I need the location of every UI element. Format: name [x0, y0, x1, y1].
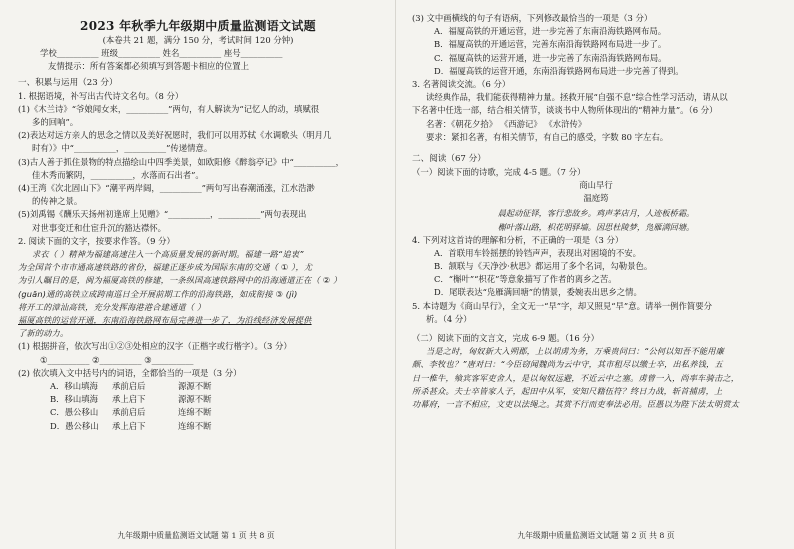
prose-intro: （二）阅读下面的文言文，完成 6-9 题。（16 分）: [412, 333, 600, 344]
prose-line: 当是之时，匈奴新大入朔郡，上以胡虏为务，万乘贵问曰：“公何以知吾不能用廉: [426, 346, 725, 357]
q2-2: (2) 依次填入文中括号内的词语，全都恰当的一项是（3 分）: [18, 367, 242, 378]
option-row: [18, 406, 378, 419]
q4-option-b: B．颔联与《天净沙·秋思》都运用了多个名词，勾勒景色。: [434, 261, 653, 272]
student-info-fields: 学校__________ 班级__________ 姓名__________ 座号__________: [40, 48, 283, 59]
q3-text-cont: 下名著中任选一部，结合相关情节，谈谈书中人物所体现出的“精神力量”。（6 分）: [412, 105, 718, 116]
q2-1: (1) 根据拼音，依次写出①②③处相应的汉字（正楷字或行楷字）。（3 分）: [18, 341, 292, 352]
q4-option-a: A．首联用车铃摇摆的铃铛声声，表现出对困境的不安。: [434, 247, 642, 258]
prose-line: 日一椎牛，飨宾客军吏舍人，是以匈奴远避，不近云中之塞。虏曾一入，尚率车骑击之，: [412, 372, 740, 383]
page-1: [0, 0, 392, 549]
page-2: [398, 0, 794, 549]
notice: 友情提示：所有答案都必须填写到答题卡相应的位置上: [48, 61, 249, 72]
page-footer: 九年级期中质量监测语文试题 第 2 页 共 8 页: [517, 531, 675, 540]
exam-subtitle: (本卷共 21 题，满分 150 分，考试时间 120 分钟): [102, 35, 294, 45]
q4-option-c: C．“槲叶”“枳花”等意象描写了作者的离乡之苦。: [434, 274, 617, 285]
q3-books: 名著：《朝花夕拾》 《西游记》 《水浒传》: [426, 118, 587, 129]
option-b-word1: B．移山填海: [50, 394, 99, 405]
q3-requirements: 要求：紧扣名著，有相关情节，有自己的感受，字数 80 字左右。: [426, 131, 669, 142]
q1-2: (2)表达对远方亲人的思念之情以及美好祝愿时，我们可以用苏轼《水调歌头（明月几: [18, 130, 332, 141]
question-3: 3. 名著阅读交流。（6 分）: [412, 79, 511, 90]
q2-3-option-c: C．福厦高铁的运营开通，进一步完善了东南沿海铁路网布局。: [434, 52, 667, 63]
q1-1-cont: 多的回响”。: [32, 117, 79, 128]
passage-line: 求衣（ ）精神为福建高速注入一个高质量发展的新时期。福建一路“追衷”: [32, 249, 304, 260]
section-heading: 二、阅读（67 分）: [412, 154, 486, 165]
q1-1: (1)《木兰诗》“爷娘闻女来，__________”两句，有人解读为“记忆人的动，填赋很: [18, 103, 320, 114]
prose-line: 颇、李牧也？”唐对曰：“今臣窃闻魏尚为云中守，其市租尽以缴士卒，出私养钱，五: [412, 359, 723, 370]
q4-option-d: D．尾联表达“凫雁满回塘”的情景，委婉表出思乡之情。: [434, 287, 642, 298]
q1-3: (3)古人善于抓住景物的特点描绘山中四季美景，如欧阳修《醉翁亭记》中“__________，: [18, 156, 345, 167]
q2-3-option-a: A．福厦高铁的开通运营，进一步完善了东南沿海铁路网布局。: [434, 26, 667, 37]
option-a-word1: A．移山填海: [50, 381, 98, 392]
passage-line: 为引人瞩目的是，闽为福厦高铁的修建，一条纵国高速铁路网中的沿海通道正在（ ② ）: [18, 275, 342, 286]
option-b-word2: 承上启下: [112, 394, 146, 405]
prose-line: 功幕府，一言不相应，文吏以法绳之。其赏不行而吏奉法必用。臣愚以为陛下法太明赏太: [412, 399, 740, 410]
exam-title: 2023 年秋季九年级期中质量监测语文试题: [80, 19, 316, 33]
poem-author: 温庭筠: [583, 193, 609, 204]
q2-1-blanks: ①__________ ②__________ ③__________: [40, 354, 194, 365]
q1-4: (4)王湾《次北固山下》“潮平两岸阔，__________”两句写出春潮涌涨，江水浩渺: [18, 183, 315, 194]
q2-3-option-d: D．福厦高铁的运营开通，东南沿海铁路网布局进一步完善了得到。: [434, 65, 684, 76]
option-c-word2: 承前启后: [112, 407, 146, 418]
passage-line: (guān)通的高铁立成跨南巡日全开展前期工作的沿海铁路，如成衔接 ③ (jì): [18, 288, 298, 299]
poem-line: 晨起动征铎，客行悲故乡。鸡声茅店月，人迹板桥霜。: [497, 207, 695, 218]
q2-3-option-b: B．福厦高铁的开通运营，完善东南沿海铁路网布局进一步了。: [434, 39, 667, 50]
poem-title: 商山早行: [579, 180, 613, 191]
q1-5-cont: 对世事变迁和仕宦升沉的豁达襟怀。: [32, 222, 166, 233]
q1-5: (5)刘禹锡《酬乐天扬州初逢席上见赠》“__________，__________”两句表现出: [18, 209, 307, 220]
option-row: [18, 393, 378, 406]
option-row: [18, 420, 378, 433]
option-c-word1: C．愚公移山: [50, 407, 99, 418]
q1-4-cont: 的传神之景。: [32, 196, 83, 207]
question-4: 4. 下列对这首诗的理解和分析，不正确的一项是（3 分）: [412, 234, 624, 245]
prose-line: 所杀甚众。夫士卒皆家人子，起田中从军，安知尺籍伍符？终日力战，斩首捕虏，上: [412, 385, 723, 396]
option-d-word2: 承上启下: [112, 420, 146, 431]
option-d-word3: 连绵不断: [178, 420, 212, 431]
question-1: 1. 根据语境，补写出古代诗文名句。（8 分）: [18, 90, 184, 101]
passage-line: 将开工的漳汕高铁，充分发挥海港港合建通道（ ）: [18, 301, 206, 312]
page-footer: 九年级期中质量监测语文试题 第 1 页 共 8 页: [117, 531, 275, 540]
passage-line: 为全国首个市市通高速铁路的省份，福建正逐步成为国际东南的交通（ ① ），尤: [18, 262, 313, 273]
option-c-word3: 连绵不断: [178, 407, 212, 418]
option-d-word1: D．愚公移山: [50, 420, 99, 431]
passage-underlined-sentence: 福厦高铁的运营开通，东南沿海铁路网布局完善进一步了，为沿线经济发展提供: [18, 315, 312, 326]
q2-3: (3) 文中画横线的句子有语病，下列修改最恰当的一项是（3 分）: [412, 13, 653, 23]
poem-line: 槲叶落山路，枳花明驿墙。因思杜陵梦，凫雁满回塘。: [497, 221, 695, 232]
section-heading: 一、积累与运用（23 分）: [18, 77, 118, 88]
q1-2-cont: 时有）》中“__________，__________”传递情意。: [32, 143, 213, 154]
q1-3-cont: 佳木秀而繁阴，__________，水落而石出者”。: [32, 169, 204, 180]
poem-intro: （一）阅读下面的诗歌，完成 4-5 题。（7 分）: [412, 167, 586, 178]
option-b-word3: 源源不断: [178, 394, 212, 405]
option-a-word2: 承前启后: [112, 381, 146, 392]
option-row: [18, 380, 378, 393]
question-5: 5. 本诗题为《商山早行》，全文无一“早”字，却又照見“早”意。请举一例作简要分: [412, 300, 712, 311]
passage-line: 了新的动力。: [18, 328, 69, 339]
q3-text: 读经典作品，我们能获得精神力量。拯救开展“自强不息”综合性学习活动，请从以: [426, 92, 728, 103]
question-5-cont: 析。（4 分）: [426, 313, 472, 324]
question-2: 2. 阅读下面的文字，按要求作答。（9 分）: [18, 235, 175, 246]
option-a-word3: 源源不断: [178, 381, 212, 392]
page-divider: [395, 0, 396, 549]
